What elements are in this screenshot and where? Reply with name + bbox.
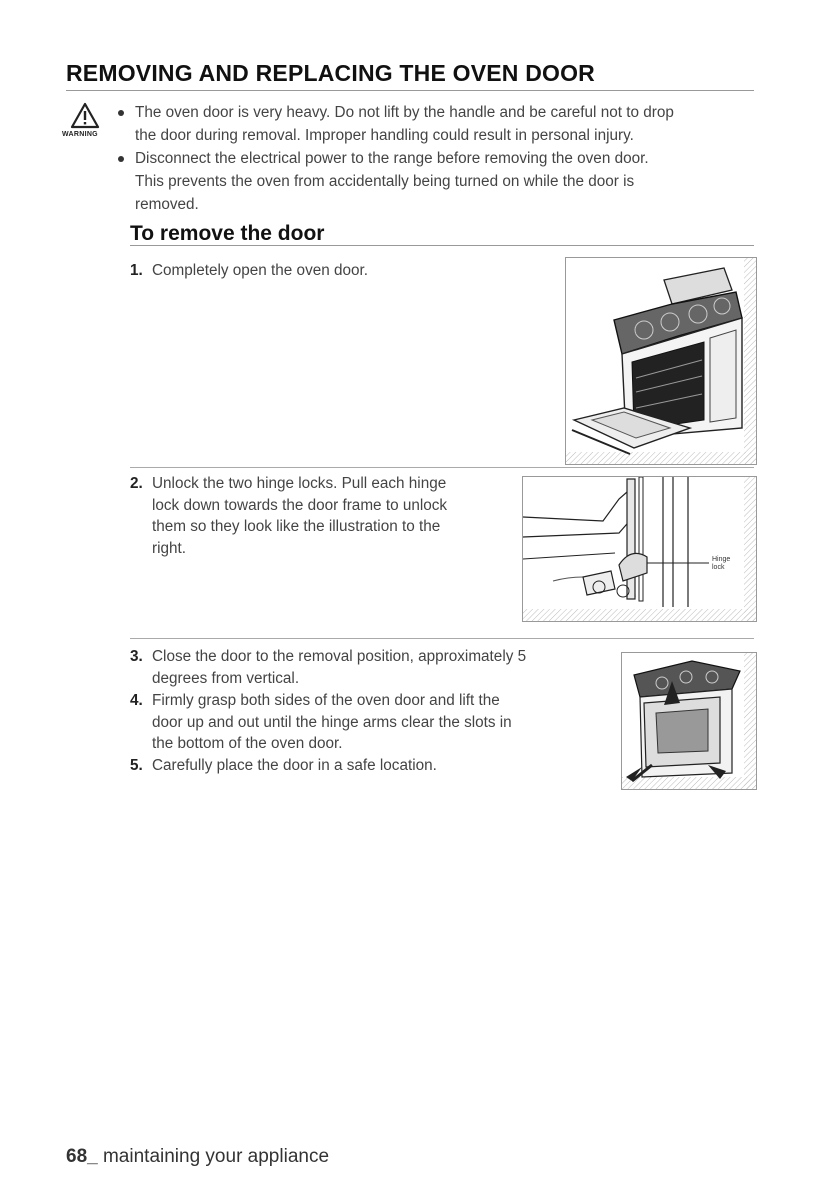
- warning-list: [118, 101, 758, 216]
- section-divider: [130, 245, 754, 246]
- step-text: [130, 260, 530, 282]
- door-lift-image: [622, 653, 756, 789]
- step-divider: [130, 467, 754, 468]
- warning-item: [118, 147, 758, 216]
- step-line: door up and out until the hinge arms clear the slots in: [152, 713, 512, 731]
- step-number: 1.: [130, 262, 143, 279]
- step-line: Firmly grasp both sides of the oven door and lift the: [152, 692, 500, 709]
- step-line: right.: [152, 539, 187, 557]
- warning-line: the door during removal. Improper handling could result in personal injury.: [135, 127, 634, 144]
- step-line: Completely open the oven door.: [152, 262, 369, 279]
- door-removal-illustration: [621, 652, 757, 790]
- step-line: Unlock the two hinge locks. Pull each hinge: [152, 475, 447, 492]
- warning-line: removed.: [135, 196, 199, 213]
- step-text: [130, 646, 600, 689]
- warning-line: This prevents the oven from accidentally being turned on while the door is: [135, 173, 635, 190]
- warning-item: [118, 101, 758, 147]
- step-line: lock down towards the door frame to unlock: [152, 496, 448, 514]
- bullet-icon: [118, 156, 124, 162]
- step-line: degrees from vertical.: [152, 669, 300, 687]
- page-footer: [66, 1146, 329, 1168]
- hinge-lock-callout: [712, 556, 730, 572]
- step-number: 5.: [130, 757, 143, 774]
- open-oven-illustration: [565, 257, 757, 465]
- step-line: Close the door to the removal position, approximately 5: [152, 648, 527, 665]
- step-text: [130, 755, 600, 777]
- step-4: [130, 690, 600, 755]
- title-divider: [66, 90, 754, 91]
- hinge-lock-illustration: [522, 476, 757, 622]
- step-text: [130, 473, 510, 559]
- step-number: 4.: [130, 692, 143, 709]
- warning-label: WARNING: [62, 131, 98, 138]
- step-line: the bottom of the oven door.: [152, 735, 343, 752]
- warning-line: The oven door is very heavy. Do not lift by the handle and be careful not to drop: [135, 104, 674, 121]
- step-line: Carefully place the door in a safe location.: [152, 757, 437, 774]
- step-2: [130, 473, 510, 559]
- step-1: [130, 260, 530, 282]
- step-line: them so they look like the illustration to the: [152, 518, 441, 535]
- page-number: 68_: [66, 1146, 98, 1167]
- hinge-lock-image: [523, 477, 756, 621]
- callout-line: lock: [712, 564, 725, 571]
- bullet-icon: [118, 110, 124, 116]
- footer-section-name: maintaining your appliance: [97, 1146, 330, 1167]
- page-title: REMOVING AND REPLACING THE OVEN DOOR: [66, 60, 595, 86]
- callout-line: Hinge: [712, 556, 731, 563]
- oven-open-door-image: [566, 258, 756, 464]
- warning-line: Disconnect the electrical power to the range before removing the oven door.: [135, 150, 649, 167]
- step-5: [130, 755, 600, 777]
- step-number: 2.: [130, 475, 143, 492]
- section-title: To remove the door: [130, 222, 325, 245]
- step-3: [130, 646, 600, 689]
- step-number: 3.: [130, 648, 143, 665]
- step-divider: [130, 638, 754, 639]
- step-text: [130, 690, 600, 755]
